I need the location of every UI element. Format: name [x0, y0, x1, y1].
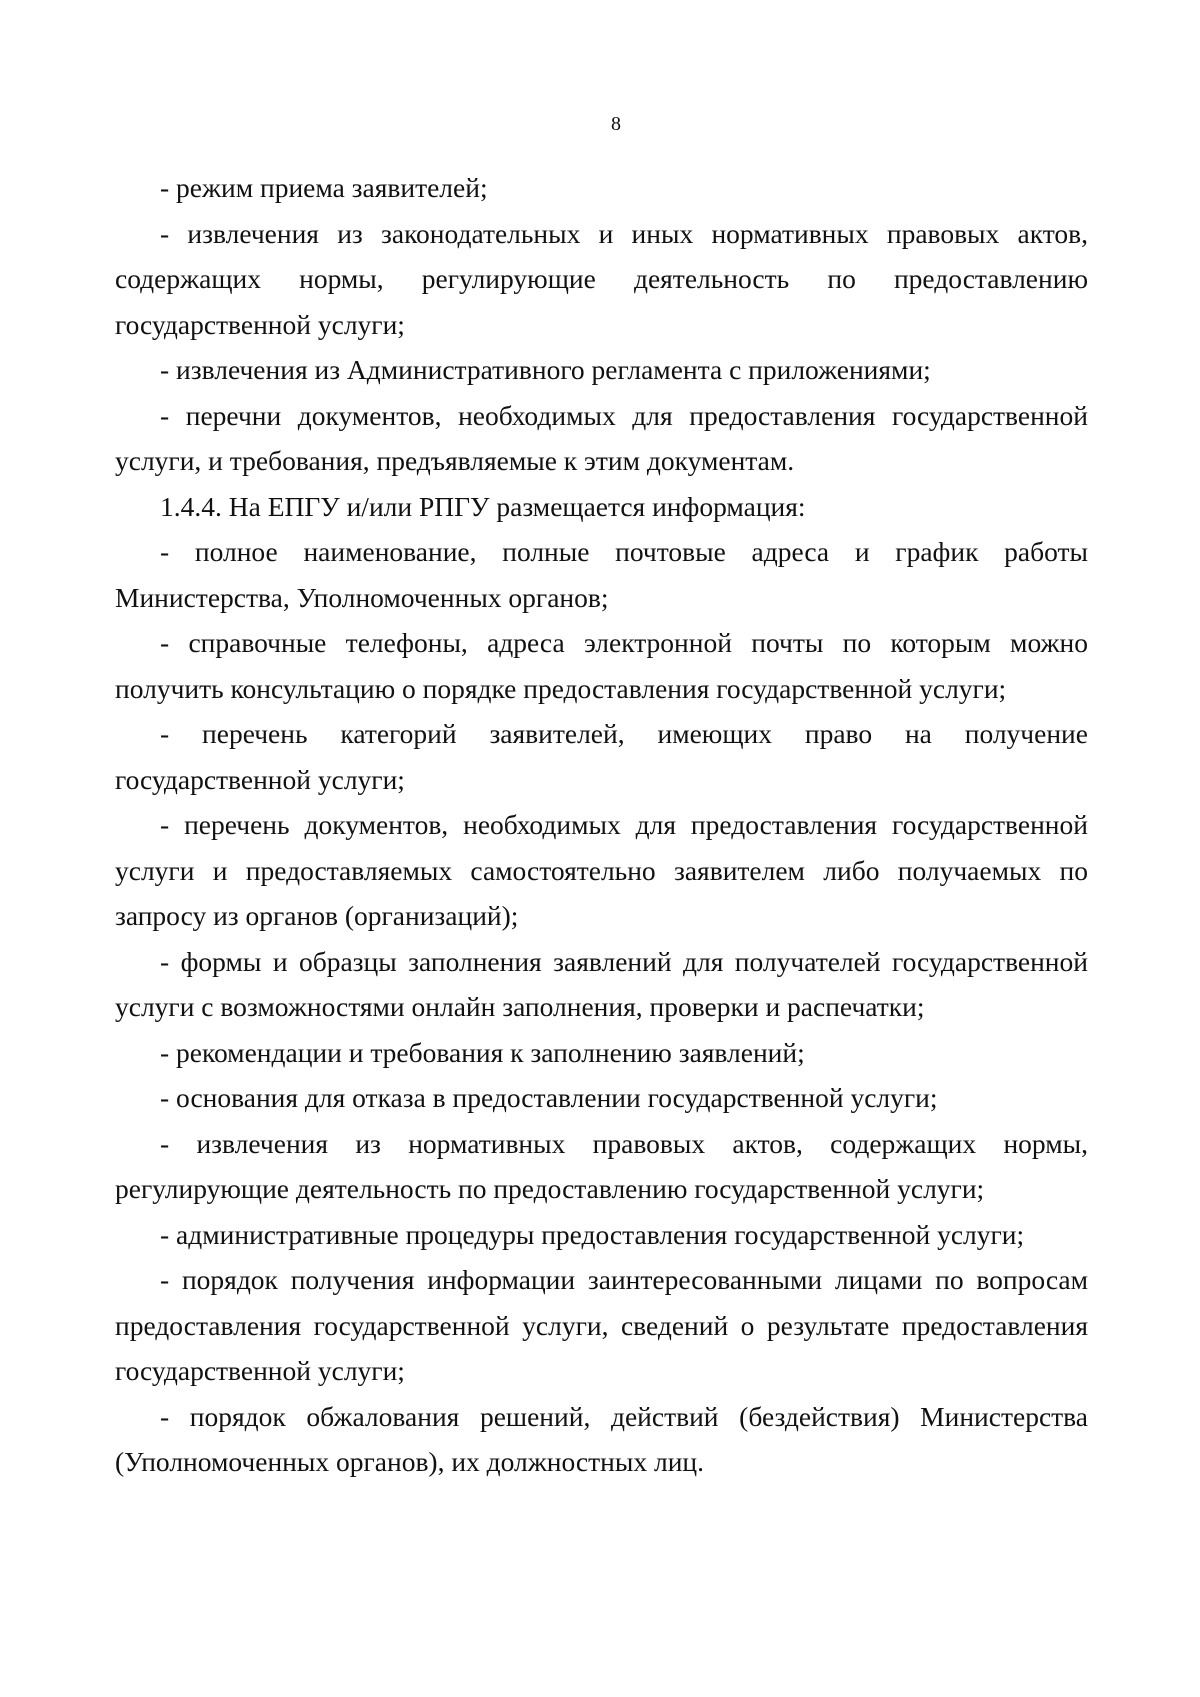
- paragraph-section-1-4-4: 1.4.4. На ЕПГУ и/или РПГУ размещается информация:: [160, 490, 806, 522]
- paragraph-refusal-grounds: - основания для отказа в предоставлении государственной услуги;: [160, 1082, 938, 1113]
- paragraph-reference-phones: - справочные телефоны, адреса электронной почты по которым можно получить консультацию о порядке предоставления государственной услуги;: [115, 627, 1088, 704]
- paragraph-regulation-extracts: - извлечения из Административного регламента с приложениями;: [160, 354, 931, 385]
- paragraph-filling-recommendations: - рекомендации и требования к заполнению заявлений;: [160, 1036, 805, 1068]
- document-body: [115, 165, 1088, 1485]
- paragraph-information-procedure: - порядок получения информации заинтересованными лицами по вопросам предоставления государственной услуги, сведений о результате предоставления государственной услуги;: [115, 1264, 1088, 1386]
- paragraph-appeal-procedure: - порядок обжалования решений, действий (бездействия) Министерства (Уполномоченных органов), их должностных лиц.: [115, 1400, 1088, 1477]
- paragraph-required-documents: - перечень документов, необходимых для предоставления государственной услуги и предоставляемых самостоятельно заявителем либо получаемых по запросу из органов (организаций);: [115, 809, 1088, 931]
- page-number: 8: [611, 113, 621, 135]
- paragraph-document-lists: - перечни документов, необходимых для предоставления государственной услуги, и требования, предъявляемые к этим документам.: [115, 399, 1088, 476]
- paragraph-normative-extracts: - извлечения из нормативных правовых актов, содержащих нормы, регулирующие деятельность по предоставлению государственной услуги;: [115, 1127, 1088, 1204]
- paragraph-legislation-extracts: - извлечения из законодательных и иных нормативных правовых актов, содержащих нормы, регулирующие деятельность по предоставлению государственной услуги;: [115, 217, 1088, 340]
- paragraph-reception-hours: - режим приема заявителей;: [160, 172, 488, 203]
- paragraph-applicant-categories: - перечень категорий заявителей, имеющих право на получение государственной услуги;: [115, 718, 1088, 795]
- paragraph-full-name-addresses: - полное наименование, полные почтовые адреса и график работы Министерства, Уполномоченных органов;: [115, 536, 1088, 613]
- paragraph-application-forms: - формы и образцы заполнения заявлений для получателей государственной услуги с возможностями онлайн заполнения, проверки и распечатки;: [115, 945, 1088, 1022]
- paragraph-administrative-procedures: - административные процедуры предоставления государственной услуги;: [160, 1218, 1025, 1250]
